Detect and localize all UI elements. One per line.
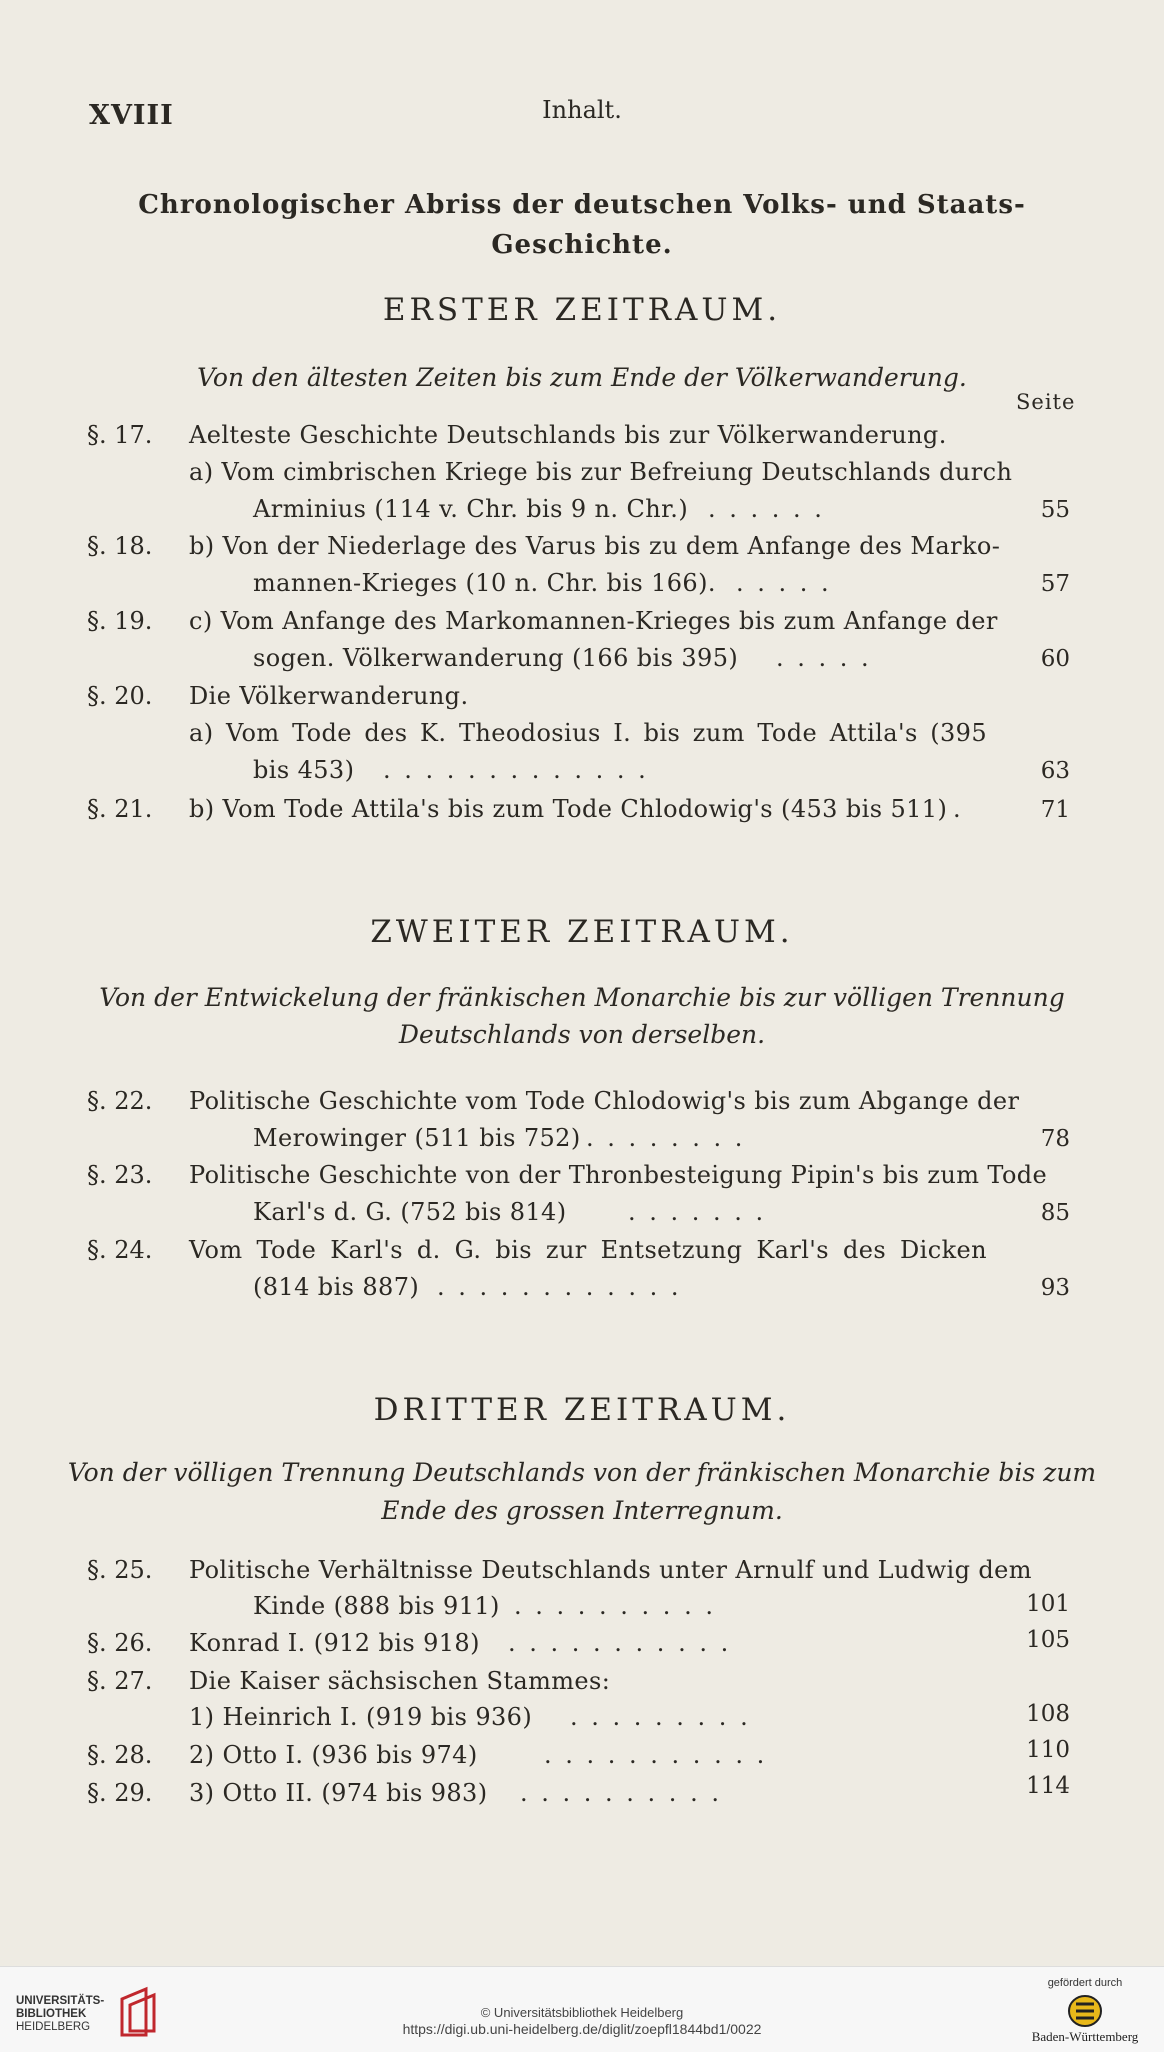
- entry-24-dots: . . . . . . . . . . . .: [437, 1273, 682, 1301]
- entry-17a-line2: Arminius (114 v. Chr. bis 9 n. Chr.): [253, 495, 689, 523]
- entry-17a-line1: a) Vom cimbrischen Kriege bis zur Befreiung Deutschlands durch: [189, 458, 1013, 486]
- entry-23-dots: . . . . . . .: [628, 1198, 767, 1226]
- entry-21-page: 71: [1040, 797, 1070, 823]
- entry-29-page: 114: [1026, 1773, 1070, 1799]
- library-line1: UNIVERSITÄTS-: [16, 1995, 105, 2007]
- seite-label: Seite: [1016, 390, 1076, 414]
- section1-subtitle: Von den ältesten Zeiten bis zum Ende der Völkerwanderung.: [197, 363, 967, 392]
- section2-subtitle-line2: Deutschlands von derselben.: [398, 1020, 766, 1049]
- entry-26-page: 105: [1026, 1627, 1070, 1653]
- entry-26-dots: . . . . . . . . . . .: [508, 1629, 732, 1657]
- entry-21-dots: .: [953, 795, 964, 823]
- main-title-line1: Chronologischer Abriss der deutschen Volks- und Staats-: [138, 190, 1026, 220]
- entry-20a-dots: . . . . . . . . . . . . .: [383, 756, 649, 784]
- entry-19-page: 60: [1040, 646, 1070, 672]
- entry-17-text: Aelteste Geschichte Deutschlands bis zur Völkerwanderung.: [189, 421, 947, 449]
- permalink-url[interactable]: https://digi.ub.uni-heidelberg.de/diglit/zoepfl1844bd1/0022: [402, 2021, 762, 2037]
- entry-25-line1: Politische Verhältnisse Deutschlands unter Arnulf und Ludwig dem: [189, 1556, 1032, 1584]
- entry-19-dots: . . . . .: [776, 644, 872, 672]
- para-20: §. 20.: [87, 682, 153, 710]
- entry-25-line2: Kinde (888 bis 911): [253, 1592, 500, 1620]
- para-22: §. 22.: [87, 1087, 153, 1115]
- para-29: §. 29.: [87, 1779, 153, 1807]
- section2-heading: ZWEITER ZEITRAUM.: [370, 914, 794, 950]
- entry-23-line1: Politische Geschichte von der Thronbesteigung Pipin's bis zum Tode: [189, 1161, 1048, 1189]
- para-21: §. 21.: [87, 795, 153, 823]
- section3-heading: DRITTER ZEITRAUM.: [373, 1392, 791, 1428]
- entry-22-page: 78: [1040, 1126, 1070, 1152]
- para-18: §. 18.: [87, 532, 153, 560]
- entry-20a-page: 63: [1040, 758, 1070, 784]
- entry-20a-line1: a) Vom Tode des K. Theodosius I. bis zum Tode Attila's (395: [189, 719, 987, 747]
- para-23: §. 23.: [87, 1161, 153, 1189]
- entry-29-dots: . . . . . . . . . .: [520, 1779, 722, 1807]
- main-title-line2: Geschichte.: [491, 230, 673, 260]
- para-27: §. 27.: [87, 1667, 153, 1695]
- para-26: §. 26.: [87, 1629, 153, 1657]
- entry-28-page: 110: [1026, 1737, 1070, 1763]
- funded-by-label: gefördert durch: [1047, 1977, 1123, 1989]
- para-25: §. 25.: [87, 1556, 153, 1584]
- para-17: §. 17.: [87, 421, 153, 449]
- library-line3: HEIDELBERG: [16, 2021, 91, 2033]
- entry-23-page: 85: [1040, 1200, 1070, 1226]
- entry-24-line1: Vom Tode Karl's d. G. bis zur Entsetzung Karl's des Dicken: [189, 1236, 987, 1264]
- para-24: §. 24.: [87, 1236, 153, 1264]
- entry-27a-text: 1) Heinrich I. (919 bis 936): [189, 1703, 533, 1731]
- section3-subtitle-line1: Von der völligen Trennung Deutschlands von der fränkischen Monarchie bis zum: [67, 1458, 1097, 1487]
- state-label: Baden-Württemberg: [1031, 2029, 1139, 2044]
- library-line2: BIBLIOTHEK: [16, 2008, 87, 2020]
- entry-27a-page: 108: [1026, 1701, 1070, 1727]
- copyright-text: © Universitätsbibliothek Heidelberg: [480, 2005, 684, 2020]
- page-number: XVIII: [89, 100, 174, 131]
- section3-subtitle-line2: Ende des grossen Interregnum.: [381, 1496, 783, 1525]
- entry-20a-line2: bis 453): [253, 756, 355, 784]
- entry-21-text: b) Vom Tode Attila's bis zum Tode Chlodowig's (453 bis 511): [189, 795, 948, 823]
- viewer-footer: [0, 1966, 1164, 2052]
- entry-25-dots: . . . . . . . . . .: [514, 1592, 716, 1620]
- entry-26-text: Konrad I. (912 bis 918): [189, 1629, 480, 1657]
- section2-subtitle-line1: Von der Entwickelung der fränkischen Monarchie bis zur völligen Trennung: [99, 983, 1065, 1012]
- entry-19-line1: c) Vom Anfange des Markomannen-Krieges bis zum Anfange der: [189, 607, 998, 635]
- entry-17a-dots: . . . . . .: [708, 495, 825, 523]
- entry-22-line1: Politische Geschichte vom Tode Chlodowig's bis zum Abgange der: [189, 1087, 1020, 1115]
- entry-22-line2: Merowinger (511 bis 752): [253, 1124, 581, 1152]
- entry-18-line1: b) Von der Niederlage des Varus bis zu dem Anfange des Marko-: [189, 532, 1001, 560]
- entry-18-dots: . . . . .: [736, 569, 832, 597]
- para-19: §. 19.: [87, 607, 153, 635]
- para-28: §. 28.: [87, 1741, 153, 1769]
- entry-19-line2: sogen. Völkerwanderung (166 bis 395): [253, 644, 739, 672]
- entry-18-page: 57: [1040, 571, 1070, 597]
- state-coat-of-arms-icon: [1067, 1994, 1103, 2028]
- entry-29-text: 3) Otto II. (974 bis 983): [189, 1779, 488, 1807]
- entry-18-line2: mannen-Krieges (10 n. Chr. bis 166).: [253, 569, 716, 597]
- section1-heading: ERSTER ZEITRAUM.: [382, 292, 782, 328]
- entry-28-text: 2) Otto I. (936 bis 974): [189, 1741, 478, 1769]
- entry-24-line2: (814 bis 887): [253, 1273, 420, 1301]
- entry-22-dots: . . . . . . . .: [586, 1124, 746, 1152]
- entry-25-page: 101: [1026, 1591, 1070, 1617]
- entry-27a-dots: . . . . . . . . .: [570, 1703, 751, 1731]
- entry-24-page: 93: [1040, 1275, 1070, 1301]
- entry-20-text: Die Völkerwanderung.: [189, 682, 469, 710]
- entry-17a-page: 55: [1040, 497, 1070, 523]
- entry-28-dots: . . . . . . . . . . .: [544, 1741, 768, 1769]
- entry-23-line2: Karl's d. G. (752 bis 814): [253, 1198, 567, 1226]
- entry-27-text: Die Kaiser sächsischen Stammes:: [189, 1667, 611, 1695]
- running-title: Inhalt.: [542, 96, 622, 124]
